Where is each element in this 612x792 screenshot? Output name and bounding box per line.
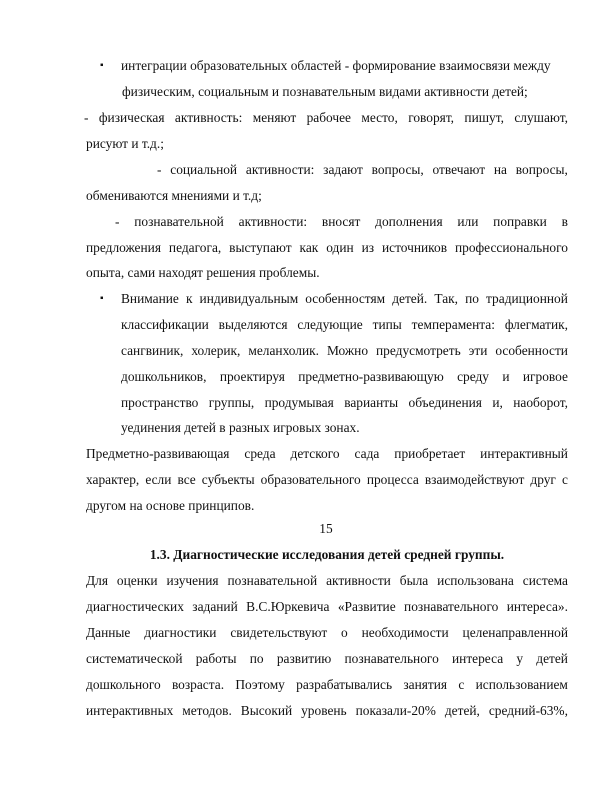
word: образовательного: [260, 472, 361, 487]
word: среда: [244, 446, 276, 461]
word: возраста.: [171, 677, 225, 692]
word: варианты: [344, 395, 399, 410]
word: работы: [195, 651, 237, 666]
word: и: [502, 369, 510, 384]
word: детей: [536, 651, 568, 666]
word: интерактивный: [480, 446, 568, 461]
word: слушают,: [514, 110, 568, 125]
word: место,: [361, 110, 398, 125]
word: -: [157, 162, 162, 177]
word: диагностических: [86, 599, 184, 614]
word: детей.: [392, 291, 428, 306]
word: интереса».: [506, 599, 568, 614]
word: особенностям: [305, 291, 386, 306]
word: друг: [530, 472, 556, 487]
justified-line: [86, 572, 568, 590]
word: говорят,: [408, 110, 455, 125]
word: взаимодействуют: [424, 472, 525, 487]
word: интерактивных: [86, 703, 174, 718]
word: необходимости: [361, 625, 449, 640]
word: вопросы,: [371, 162, 424, 177]
word: характер,: [86, 472, 140, 487]
word: сангвиник,: [121, 343, 184, 358]
word: профессионального: [454, 240, 568, 255]
word: детского: [290, 446, 340, 461]
page-number: 15: [319, 521, 333, 536]
word: показали-20%: [355, 703, 436, 718]
word: изучения: [166, 573, 219, 588]
word: использована: [437, 573, 514, 588]
word: познавательного: [404, 599, 499, 614]
word: «Развитие: [337, 599, 396, 614]
word: эти: [468, 343, 488, 358]
word: методов.: [182, 703, 232, 718]
word: поправки: [493, 214, 547, 229]
word: активности: [326, 573, 391, 588]
justified-line: [121, 368, 568, 386]
word: особенности: [495, 343, 568, 358]
word: свидетельствуют: [230, 625, 328, 640]
word: источников: [381, 240, 448, 255]
word: или: [457, 214, 479, 229]
word: у: [516, 651, 524, 666]
word: наоборот,: [513, 395, 568, 410]
justified-line: [121, 342, 568, 360]
justified-line: [86, 598, 568, 616]
word: объединения: [408, 395, 482, 410]
word: о: [341, 625, 348, 640]
word: следующие: [297, 317, 363, 332]
word: уровень: [301, 703, 347, 718]
justified-line: [86, 471, 568, 489]
bullet-icon: ▪: [100, 293, 104, 304]
word: заданий: [192, 599, 238, 614]
word: по: [465, 291, 479, 306]
word: средний-63%,: [488, 703, 568, 718]
word: к: [185, 291, 193, 306]
word: целенаправленной: [462, 625, 568, 640]
word: познавательной: [227, 573, 318, 588]
word: продумывая: [264, 395, 334, 410]
justified-line: [86, 650, 568, 668]
section-heading: 1.3. Диагностические исследования детей средней группы.: [149, 547, 505, 562]
word: группы,: [208, 395, 255, 410]
word: дошкольников,: [121, 369, 207, 384]
text-line: рисуют и т.д.;: [86, 136, 164, 151]
word: игровое: [522, 369, 568, 384]
word: как: [299, 240, 319, 255]
word: Высокий: [240, 703, 293, 718]
word: приобретает: [394, 446, 466, 461]
word: разрабатывались: [296, 677, 393, 692]
justified-line: [86, 239, 568, 257]
word: меланхолик.: [248, 343, 319, 358]
word: физическая: [98, 110, 165, 125]
word: развитию: [276, 651, 332, 666]
word: активность:: [174, 110, 243, 125]
word: дополнения: [375, 214, 443, 229]
word: рабочее: [306, 110, 351, 125]
word: Можно: [326, 343, 369, 358]
word: сада: [354, 446, 380, 461]
word: интереса: [451, 651, 504, 666]
justified-line: [157, 161, 568, 179]
justified-line: [121, 316, 568, 334]
word: отвечают: [432, 162, 486, 177]
justified-line: [86, 624, 568, 642]
word: если: [145, 472, 172, 487]
word: предметно-развивающую: [298, 369, 444, 384]
word: пишут,: [464, 110, 504, 125]
word: меняют: [252, 110, 297, 125]
word: Предметно-развивающая: [86, 446, 230, 461]
word: один: [326, 240, 354, 255]
word: холерик,: [191, 343, 241, 358]
word: систематической: [86, 651, 183, 666]
justified-line: [121, 394, 568, 412]
word: задают: [323, 162, 363, 177]
word: Данные: [86, 625, 131, 640]
word: среду: [457, 369, 490, 384]
word: активности:: [245, 162, 315, 177]
text-line: уединения детей в разных игровых зонах.: [121, 420, 360, 435]
word: с: [561, 472, 568, 487]
word: и,: [492, 395, 503, 410]
word: была: [399, 573, 429, 588]
justified-line: [115, 213, 568, 231]
word: познавательного: [344, 651, 439, 666]
word: познавательной: [134, 214, 224, 229]
word: педагога,: [168, 240, 222, 255]
word: типы: [372, 317, 402, 332]
word: социальной: [170, 162, 238, 177]
justified-line: [84, 109, 568, 127]
word: -: [84, 110, 89, 125]
word: все: [177, 472, 196, 487]
text-line: физическим, социальным и познавательным видами активности детей;: [122, 84, 528, 99]
text-line: опыта, сами находят решения проблемы.: [86, 265, 320, 280]
justified-line: [121, 290, 568, 308]
word: занятия: [403, 677, 448, 692]
word: Так,: [434, 291, 459, 306]
word: из: [361, 240, 375, 255]
word: с: [458, 677, 465, 692]
justified-line: [86, 445, 568, 463]
word: детей,: [444, 703, 480, 718]
justified-line: [86, 702, 568, 720]
word: классификации: [121, 317, 209, 332]
word: процесса: [366, 472, 419, 487]
word: выступают: [229, 240, 292, 255]
word: выделяются: [218, 317, 288, 332]
word: В.С.Юркевича: [246, 599, 330, 614]
word: Поэтому: [235, 677, 285, 692]
word: пространство: [121, 395, 199, 410]
word: предусмотреть: [376, 343, 461, 358]
word: вопросы,: [515, 162, 568, 177]
word: использованием: [475, 677, 568, 692]
word: по: [249, 651, 264, 666]
word: активности:: [238, 214, 308, 229]
word: -: [115, 214, 120, 229]
word: проектируя: [219, 369, 285, 384]
word: Внимание: [121, 291, 179, 306]
word: субъекты: [201, 472, 255, 487]
text-line: обмениваются мнениями и т.д;: [86, 188, 262, 203]
word: Для: [86, 573, 108, 588]
text-line: интеграции образовательных областей - формирование взаимосвязи между: [121, 58, 551, 73]
word: дошкольного: [86, 677, 161, 692]
word: индивидуальным: [199, 291, 299, 306]
word: предложения: [86, 240, 161, 255]
bullet-icon: ▪: [100, 60, 104, 71]
word: традиционной: [486, 291, 568, 306]
word: темперамента:: [411, 317, 495, 332]
word: вносят: [321, 214, 361, 229]
word: на: [493, 162, 508, 177]
word: флегматик,: [504, 317, 568, 332]
word: диагностики: [144, 625, 217, 640]
word: оценки: [116, 573, 158, 588]
word: в: [561, 214, 568, 229]
text-line: другом на основе принципов.: [86, 498, 255, 513]
justified-line: [86, 676, 568, 694]
word: система: [522, 573, 568, 588]
